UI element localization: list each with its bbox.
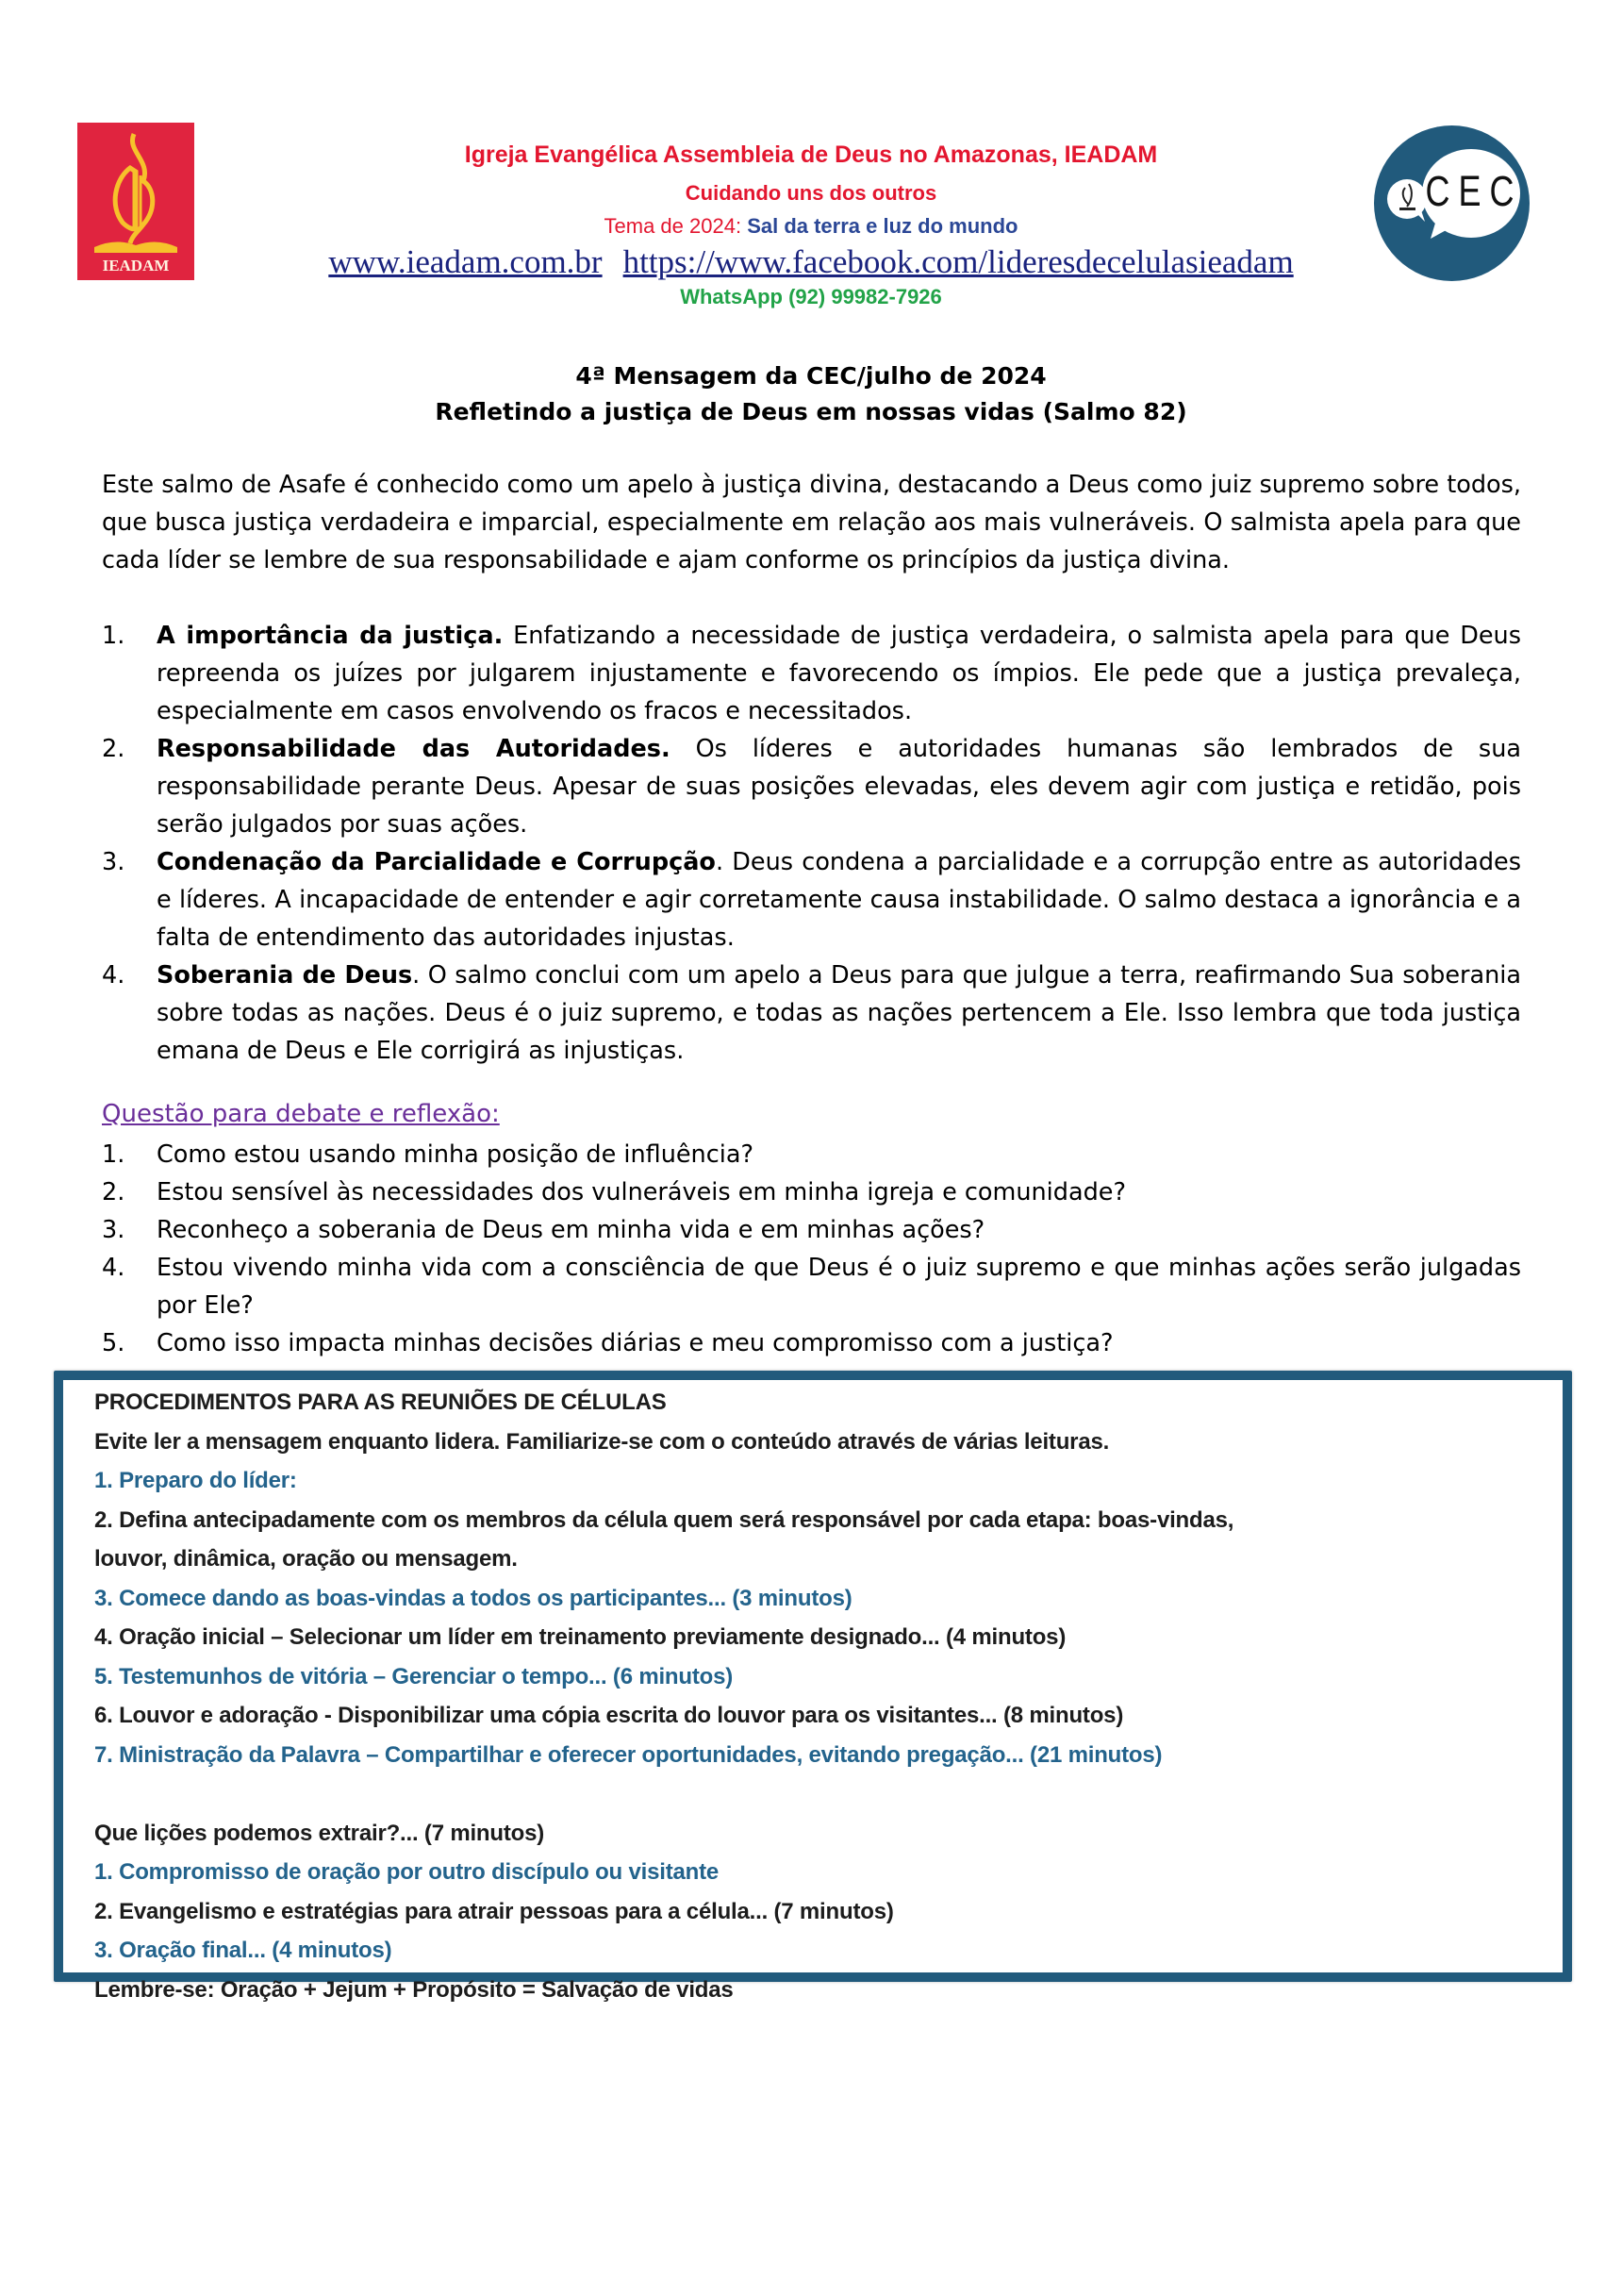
question-text: Estou vivendo minha vida com a consciência de que Deus é o juiz supremo e que minhas ações serão julgadas por Ele? <box>157 1254 1521 1320</box>
questions-heading: Questão para debate e reflexão: <box>102 1100 500 1128</box>
point-title: Condenação da Parcialidade e Corrupção <box>157 848 716 876</box>
procedure-step: 4. Oração inicial – Selecionar um líder em treinamento previamente designado... (4 minutos) <box>94 1624 1067 1650</box>
theme-value: Sal da terra e luz do mundo <box>747 214 1018 238</box>
question-number: 5. <box>102 1329 125 1357</box>
svg-text:CEC: CEC <box>1425 167 1523 215</box>
question-item <box>102 1136 1521 1173</box>
svg-text:IEADAM: IEADAM <box>102 257 170 275</box>
lesson-item: 3. Oração final... (4 minutos) <box>94 1938 392 1963</box>
point-item <box>102 843 1521 957</box>
question-text: Reconheço a soberania de Deus em minha vida e em minhas ações? <box>157 1216 985 1244</box>
org-name: Igreja Evangélica Assembleia de Deus no Amazonas, IEADAM <box>464 141 1158 168</box>
message-subtitle: Refletindo a justiça de Deus em nossas vidas (Salmo 82) <box>435 398 1187 425</box>
point-item <box>102 730 1521 843</box>
procedure-step: 7. Ministração da Palavra – Compartilhar e oferecer oportunidades, evitando pregação... (21 minutos) <box>94 1741 1163 1768</box>
procedure-step: 5. Testemunhos de vitória – Gerenciar o tempo... (6 minutos) <box>94 1663 734 1689</box>
procedures-content <box>94 1383 1509 2009</box>
procedure-step: 2. Defina antecipadamente com os membros da célula quem será responsável por cada etapa: boas-vindas, <box>94 1506 1234 1533</box>
question-item <box>102 1173 1521 1211</box>
point-text: Os líderes e autoridades humanas são lembrados de sua responsabilidade perante Deus. Apesar de suas posições elevadas, eles devem agir com justiça e retidão, pois serão julgados por suas ações. <box>157 735 1521 839</box>
message-title: 4ª Mensagem da CEC/julho de 2024 <box>575 362 1047 390</box>
question-text: Como isso impacta minhas decisões diárias e meu compromisso com a justiça? <box>157 1329 1114 1357</box>
point-title: Responsabilidade das Autoridades. <box>157 735 670 763</box>
question-number: 4. <box>102 1254 125 1282</box>
question-number: 2. <box>102 1178 125 1206</box>
question-number: 3. <box>102 1216 125 1244</box>
intro-paragraph: Este salmo de Asafe é conhecido como um apelo à justiça divina, destacando a Deus como juiz supremo sobre todos, que busca justiça verdadeira e imparcial, especialmente em relação aos mais vulneráveis. O salmista apela para que cada líder se lembre de sua responsabilidade e ajam conforme os princípios da justiça divina. <box>102 471 1521 574</box>
message-points <box>102 617 1521 1070</box>
site-link[interactable]: www.ieadam.com.br <box>328 243 603 280</box>
theme-label: Tema de 2024: <box>604 214 748 238</box>
lesson-item: 1. Compromisso de oração por outro discípulo ou visitante <box>94 1859 720 1885</box>
procedure-step: 3. Comece dando as boas-vindas a todos os participantes... (3 minutos) <box>94 1585 852 1611</box>
facebook-link[interactable]: https://www.facebook.com/lideresdecelulasieadam <box>622 243 1294 280</box>
question-item <box>102 1249 1521 1324</box>
spacer <box>94 1774 1509 1814</box>
point-number: 1. <box>102 622 125 650</box>
point-number: 3. <box>102 848 125 876</box>
reminder: Lembre-se: Oração + Jejum + Propósito = Salvação de vidas <box>94 1976 734 2003</box>
question-item <box>102 1211 1521 1249</box>
point-text: . O salmo conclui com um apelo a Deus para que julgue a terra, reafirmando Sua soberania sobre todas as nações. Deus é o juiz supremo, e todas as nações pertencem a Ele. Isso lembra que toda justiça emana de Deus e Ele corrigirá as injustiças. <box>157 961 1521 1065</box>
theme-line <box>0 214 1622 239</box>
lessons-heading: Que lições podemos extrair?... (7 minutos) <box>94 1820 545 1846</box>
header-links <box>0 243 1622 281</box>
procedures-note: Evite ler a mensagem enquanto lidera. Familiarize-se com o conteúdo através de várias leituras. <box>94 1428 1110 1455</box>
whatsapp-contact: WhatsApp (92) 99982-7926 <box>680 285 942 308</box>
point-title: Soberania de Deus <box>157 961 413 990</box>
point-text: Enfatizando a necessidade de justiça verdadeira, o salmista apela para que Deus repreenda os juízes por julgarem injustamente e favorecendo os ímpios. Ele pede que a justiça prevaleça, especialmente em casos envolvendo os fracos e necessitados. <box>157 622 1521 725</box>
procedures-heading: PROCEDIMENTOS PARA AS REUNIÕES DE CÉLULAS <box>94 1389 667 1415</box>
point-number: 2. <box>102 735 125 763</box>
point-title: A importância da justiça. <box>157 622 504 650</box>
procedure-step: 1. Preparo do líder: <box>94 1468 297 1493</box>
point-item <box>102 617 1521 730</box>
lesson-item: 2. Evangelismo e estratégias para atrair pessoas para a célula... (7 minutos) <box>94 1898 894 1924</box>
point-text: . Deus condena a parcialidade e a corrupção entre as autoridades e líderes. A incapacidade de entender e agir corretamente causa instabilidade. O salmo destaca a ignorância e a falta de entendimento das autoridades injustas. <box>157 848 1521 952</box>
question-text: Como estou usando minha posição de influência? <box>157 1140 753 1169</box>
questions-list <box>102 1136 1521 1362</box>
question-item <box>102 1324 1521 1362</box>
point-number: 4. <box>102 961 125 990</box>
procedure-step: louvor, dinâmica, oração ou mensagem. <box>94 1546 518 1572</box>
question-number: 1. <box>102 1140 125 1169</box>
motto: Cuidando uns dos outros <box>685 181 937 205</box>
procedure-step: 6. Louvor e adoração - Disponibilizar uma cópia escrita do louvor para os visitantes... (8 minutos) <box>94 1703 1124 1728</box>
question-text: Estou sensível às necessidades dos vulneráveis em minha igreja e comunidade? <box>157 1178 1126 1206</box>
point-item <box>102 957 1521 1070</box>
